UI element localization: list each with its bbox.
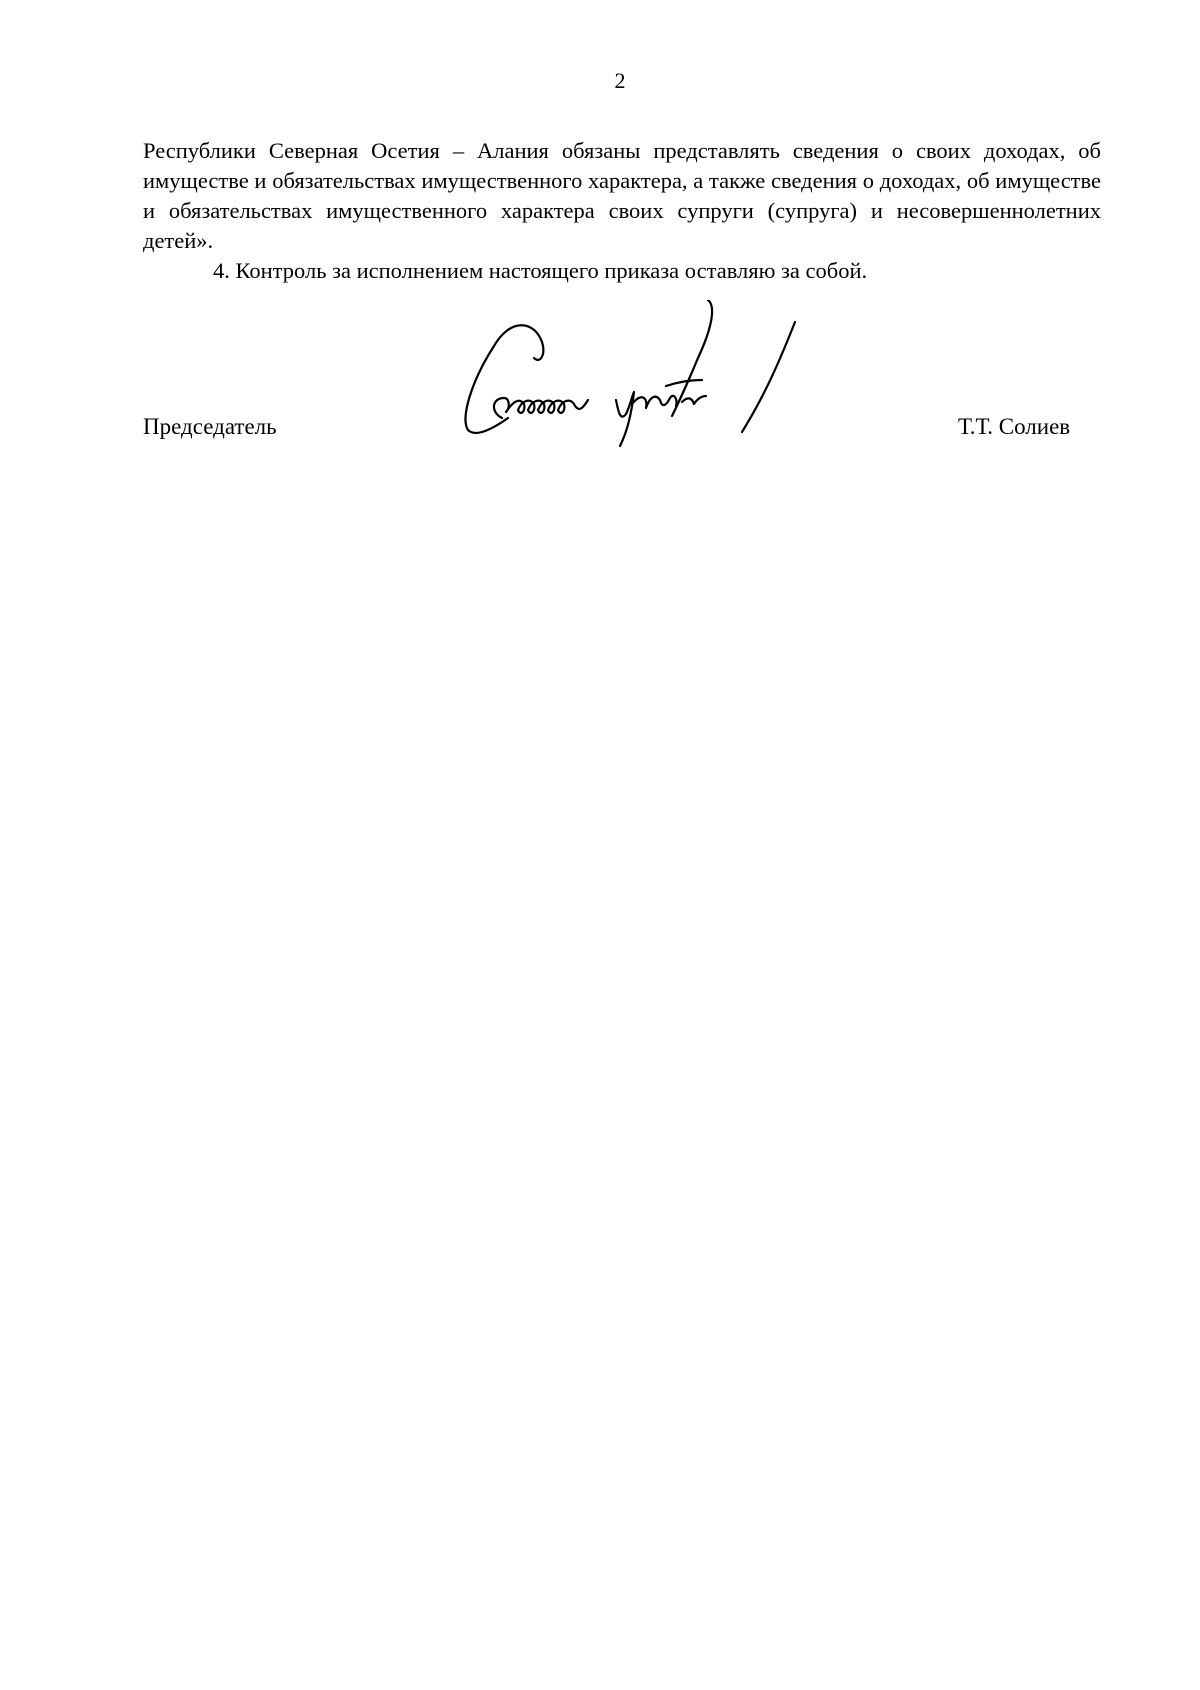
page-number: 2 [614, 68, 626, 93]
paragraph-item-4: 4. Контроль за исполнением настоящего приказа оставляю за собой. [213, 258, 868, 283]
body-text [143, 136, 1101, 286]
paragraph-continuation: Республики Северная Осетия – Алания обязаны представлять сведения о своих доходах, об имуществе и обязательствах имущественного характера, а также сведения о доходах, об имуществе и обязательствах имущественного характера своих супруги (супруга) и несовершеннолетних детей». [143, 138, 1101, 253]
handwritten-signature-icon [450, 300, 870, 490]
signer-name: Т.Т. Солиев [958, 414, 1071, 439]
signer-title: Председатель [143, 414, 277, 439]
